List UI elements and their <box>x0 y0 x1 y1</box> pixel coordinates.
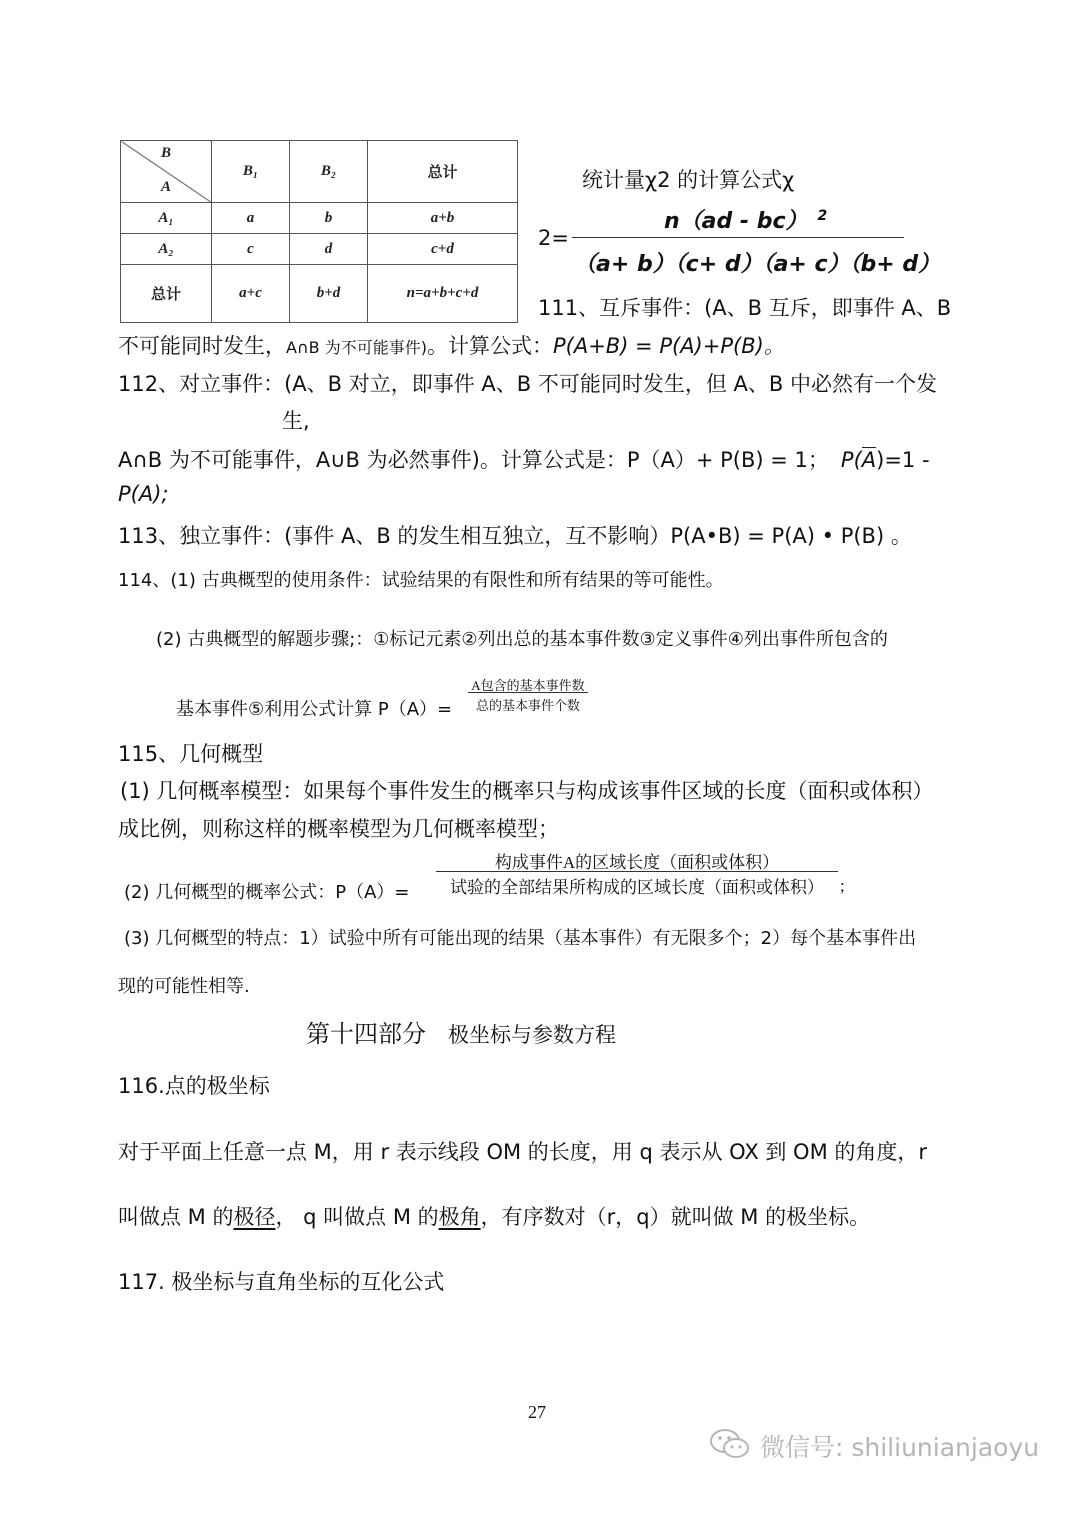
chi-square-title: 统计量χ2 的计算公式χ <box>582 168 795 192</box>
item-115-p1-line1: (1) 几何概率模型：如果每个事件发生的概率只与构成该事件区域的长度（面积或体积） <box>120 779 934 803</box>
corner-a-label: A <box>161 179 172 195</box>
table-row <box>121 265 518 323</box>
table-cell: a+c <box>212 265 290 323</box>
chi-square-fraction-bar <box>572 237 904 238</box>
header-b2: B₂ <box>290 141 368 203</box>
item-116-title: 116.点的极坐标 <box>118 1074 270 1098</box>
geometric-fraction-bar <box>436 871 838 872</box>
item-115-p1-line2: 成比例，则称这样的概率模型为几何概率模型； <box>118 817 559 841</box>
row-label: 总计 <box>121 265 212 323</box>
numerator-text: n（ad - bc） <box>664 209 808 234</box>
table-row <box>121 234 518 265</box>
chi-square-denominator: （a+ b）（c+ d）（a+ c）（b+ d） <box>574 252 941 277</box>
item-112-line2: 生, <box>282 409 310 433</box>
item-112-line1: 112、对立事件：(A、B 对立，即事件 A、B 不可能同时发生，但 A、B 中必然有一个发 <box>118 372 937 396</box>
table-cell: b <box>290 203 368 234</box>
polar-radius-term: 极径 <box>233 1205 276 1229</box>
item-115-title: 115、几何概型 <box>118 742 264 766</box>
item-114-line3: 基本事件⑤利用公式计算 P（A）= <box>176 699 453 720</box>
header-b1: B₁ <box>212 141 290 203</box>
table-cell: d <box>290 234 368 265</box>
table-cell: c+d <box>368 234 518 265</box>
corner-b-label: B <box>161 145 172 161</box>
item-115-p3-line1: (3) 几何概型的特点：1）试验中所有可能出现的结果（基本事件）有无限多个；2）每个基本事件出 <box>124 928 917 949</box>
numerator-exponent: 2 <box>817 207 828 224</box>
a-bar: A <box>861 448 877 472</box>
polar-angle-term: 极角 <box>438 1205 481 1229</box>
item-115-p2: (2) 几何概型的概率公式：P（A）= <box>124 882 410 903</box>
table-row <box>121 203 518 234</box>
watermark-text: 微信号: shiliunianjaoyu <box>760 1433 1040 1462</box>
section-title: 第十四部分 <box>306 1020 426 1048</box>
item-112-line3: A∩B 为不可能事件，A∪B 为必然事件)。计算公式是：P（A）+ P(B) = 1； P(A)=1 - <box>118 448 930 472</box>
table-cell: a <box>212 203 290 234</box>
table-cell: b+d <box>290 265 368 323</box>
classical-fraction-denominator: 总的基本事件个数 <box>475 698 580 713</box>
table-cell: n=a+b+c+d <box>368 265 518 323</box>
table-corner-cell <box>121 141 212 203</box>
item-114-line1: 114、(1) 古典概型的使用条件：试验结果的有限性和所有结果的等可能性。 <box>118 570 724 591</box>
row-label: A₁ <box>121 203 212 234</box>
geometric-fraction-end: ; <box>840 876 845 895</box>
item-115-p3-line2: 现的可能性相等. <box>118 976 250 997</box>
row-label: A₂ <box>121 234 212 265</box>
item-114-line2: (2) 古典概型的解题步骤;：①标记元素②列出总的基本事件数③定义事件④列出事件所包含的 <box>156 629 888 650</box>
section-heading <box>306 1014 616 1049</box>
item-111-line1: 111、互斥事件：(A、B 互斥，即事件 A、B <box>538 296 952 320</box>
chi-square-numerator <box>664 204 827 235</box>
page-number: 27 <box>528 1402 546 1422</box>
contingency-table <box>120 140 518 323</box>
item-117-title: 117. 极坐标与直角坐标的互化公式 <box>118 1270 445 1294</box>
classical-fraction-bar <box>468 692 588 693</box>
header-total: 总计 <box>368 141 518 203</box>
item-116-line2: 叫做点 M 的极径， q 叫做点 M 的极角，有序数对（r，q）就叫做 M 的极坐标。 <box>118 1205 871 1229</box>
item-111-line2: 不可能同时发生，A∩B 为不可能事件)。计算公式：P(A+B) = P(A)+P(B)。 <box>118 334 785 358</box>
wechat-icon <box>708 1426 752 1462</box>
classical-fraction-numerator: A包含的基本事件数 <box>471 678 585 693</box>
item-116-line1: 对于平面上任意一点 M，用 r 表示线段 OM 的长度，用 q 表示从 OX 到 OM 的角度，r <box>118 1140 928 1164</box>
geometric-fraction-numerator: 构成事件A的区域长度（面积或体积） <box>494 853 780 872</box>
section-subtitle: 极坐标与参数方程 <box>448 1023 616 1047</box>
chi-square-lhs: 2= <box>538 226 569 250</box>
item-112-line4: P(A); <box>118 482 169 506</box>
geometric-fraction-denominator: 试验的全部结果所构成的区域长度（面积或体积） <box>450 878 824 897</box>
table-cell: c <box>212 234 290 265</box>
table-cell: a+b <box>368 203 518 234</box>
item-113-line1: 113、独立事件：(事件 A、B 的发生相互独立，互不影响）P(A•B) = P(A) • P(B) 。 <box>118 524 912 548</box>
